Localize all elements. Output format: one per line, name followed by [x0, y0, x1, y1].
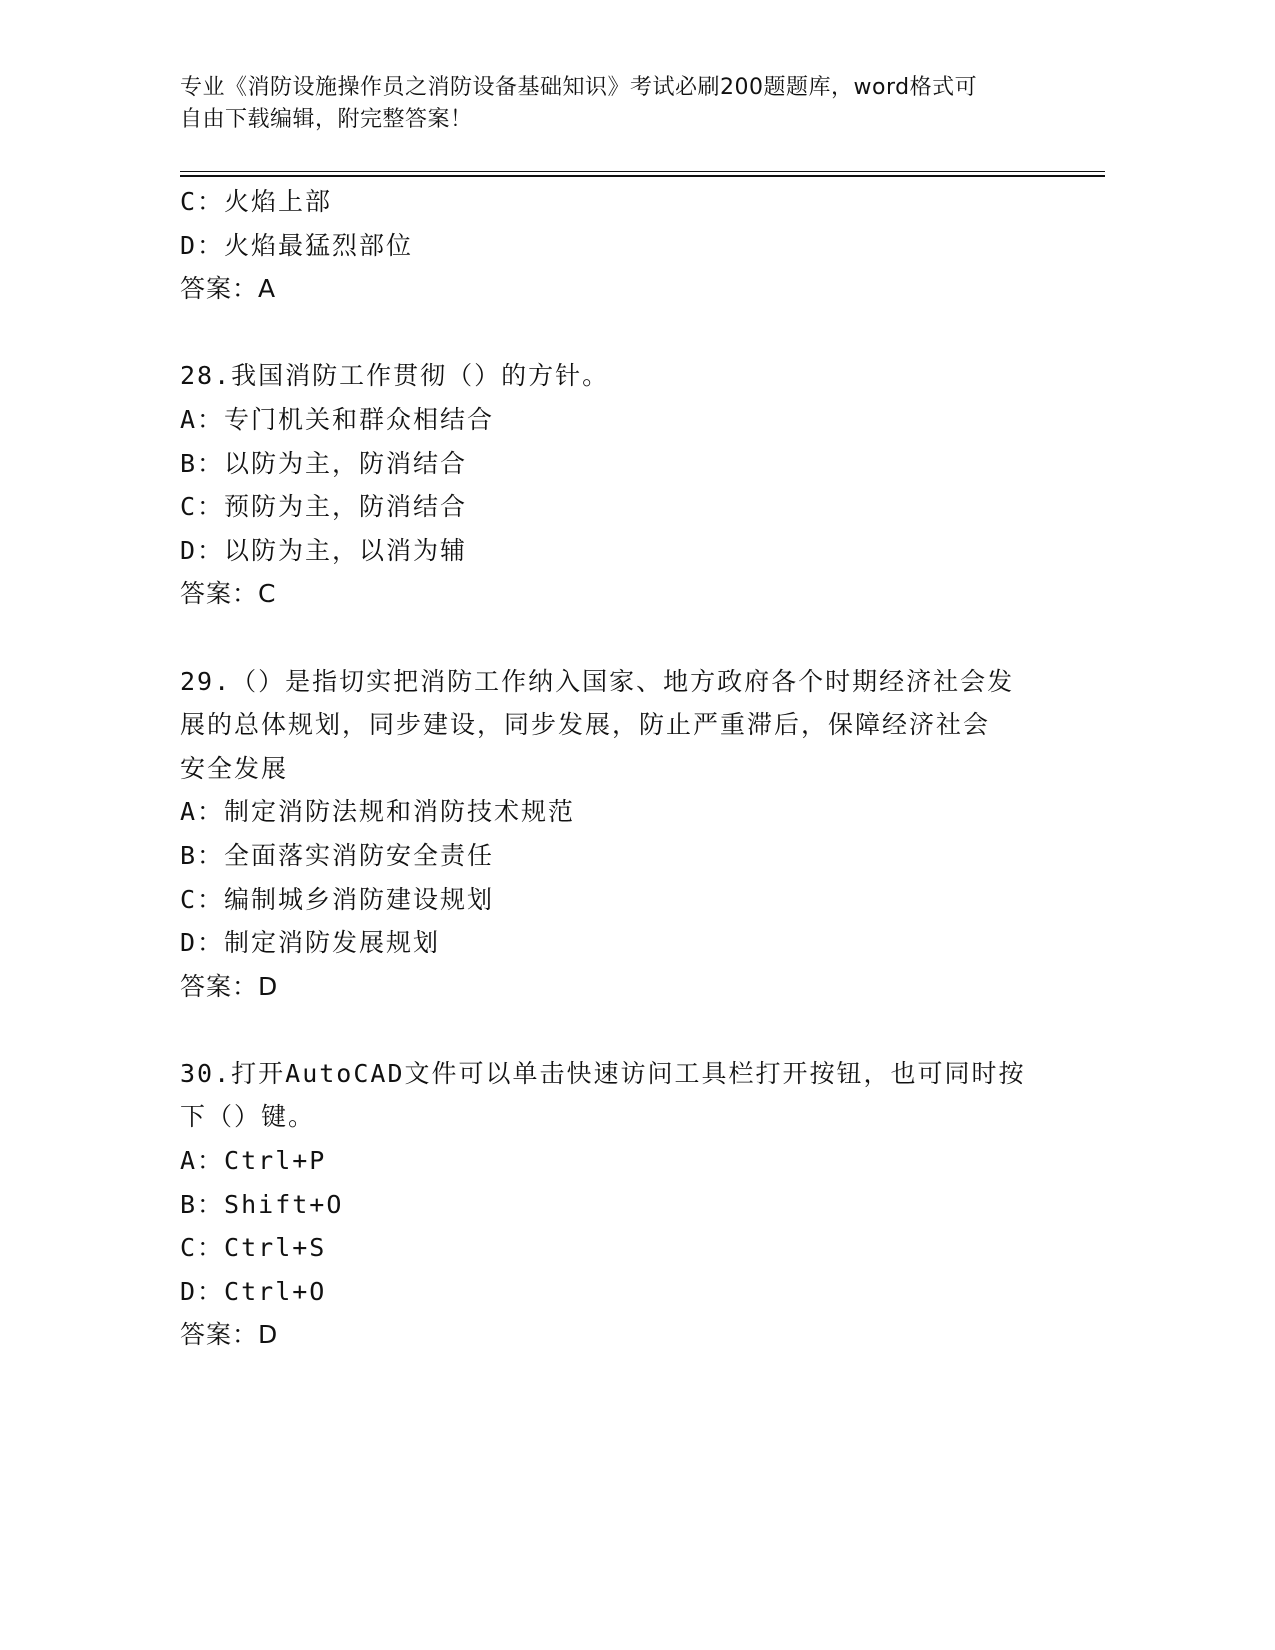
option-b: B：全面落实消防安全责任 — [180, 840, 495, 870]
question-stem: 29.（）是指切实把消防工作纳入国家、地方政府各个时期经济社会发 — [180, 666, 1015, 696]
spacer — [180, 616, 1040, 660]
option-c: C：编制城乡消防建设规划 — [180, 884, 495, 914]
question-stem: 下（）键。 — [180, 1102, 316, 1132]
question-29 — [180, 660, 1040, 1009]
option-d: D：制定消防发展规划 — [180, 928, 441, 958]
question-stem: 30.打开AutoCAD文件可以单击快速访问工具栏打开按钮，也可同时按 — [180, 1058, 1026, 1088]
question-30 — [180, 1052, 1040, 1357]
answer-line: 答案：C — [180, 579, 277, 609]
option-c: C：Ctrl+S — [180, 1233, 327, 1263]
spacer — [180, 311, 1040, 355]
header-line-1: 专业《消防设施操作员之消防设备基础知识》考试必刷200题题库，word格式可 — [180, 75, 978, 100]
answer-line: 答案：D — [180, 971, 279, 1001]
question-list — [180, 180, 1040, 1357]
header-divider-thin — [180, 171, 1105, 172]
header-divider-thick — [180, 175, 1105, 177]
option-a: A：专门机关和群众相结合 — [180, 404, 495, 434]
option-a: A：制定消防法规和消防技术规范 — [180, 797, 576, 827]
option-d: D：以防为主，以消为辅 — [180, 535, 468, 565]
question-stem: 安全发展 — [180, 753, 289, 783]
question-28 — [180, 354, 1040, 616]
option-c: C：火焰上部 — [180, 187, 333, 216]
answer-line: 答案：D — [180, 1320, 279, 1350]
answer-line: 答案：A — [180, 274, 277, 304]
question-stem: 28.我国消防工作贯彻（）的方针。 — [180, 361, 610, 391]
option-c: C：预防为主，防消结合 — [180, 492, 468, 522]
document-header — [180, 72, 1040, 136]
header-line-2: 自由下载编辑，附完整答案！ — [180, 107, 473, 132]
option-a: A：Ctrl+P — [180, 1146, 327, 1176]
spacer — [180, 1008, 1040, 1052]
option-d: D：Ctrl+O — [180, 1276, 327, 1306]
option-b: B：以防为主，防消结合 — [180, 448, 468, 478]
question-stem: 展的总体规划，同步建设，同步发展，防止严重滞后，保障经济社会 — [180, 710, 991, 740]
option-d: D：火焰最猛烈部位 — [180, 230, 414, 260]
option-b: B：Shift+O — [180, 1189, 344, 1219]
